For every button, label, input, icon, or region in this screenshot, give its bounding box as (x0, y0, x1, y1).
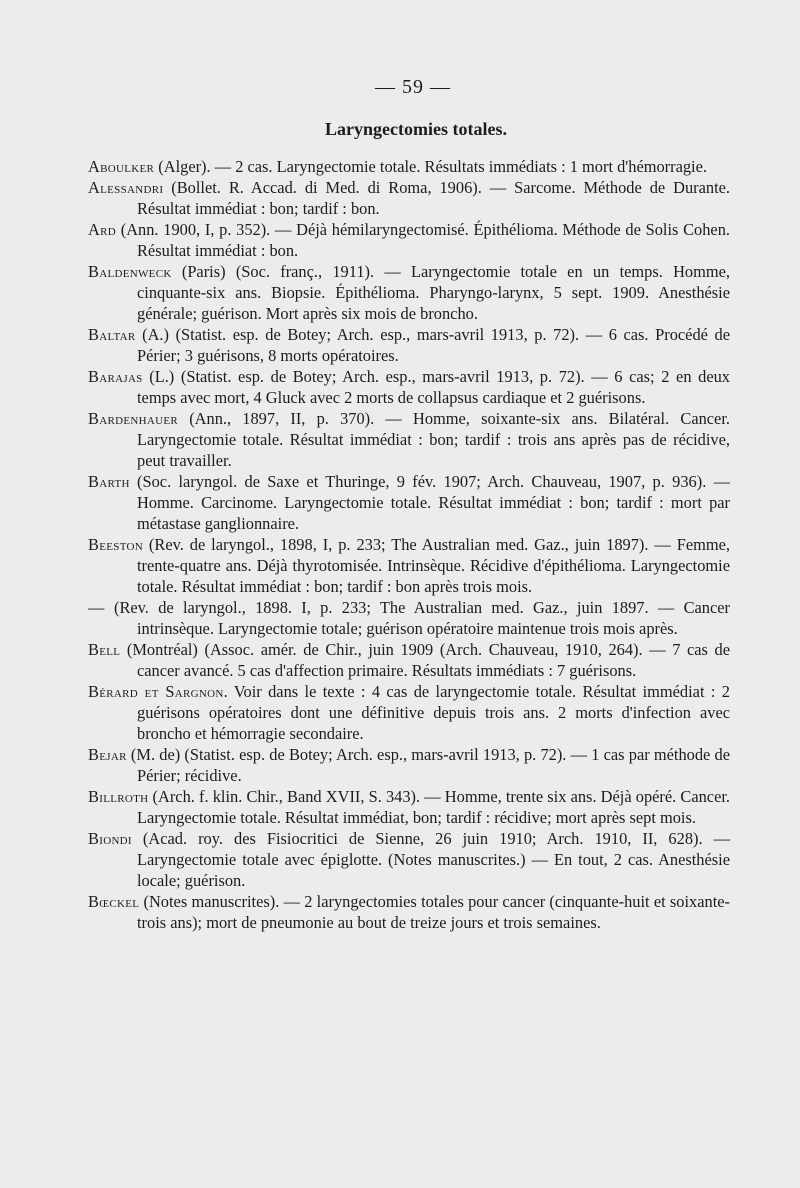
bibliography-entry (88, 408, 730, 471)
entry-text: (A.) (Statist. esp. de Botey; Arch. esp., mars-avril 1913, p. 72). — 6 cas. Procédé de Périer; 3 guérisons, 8 morts opératoires. (135, 325, 730, 365)
entry-author: Alessandri (88, 178, 164, 197)
bibliography-entry (88, 261, 730, 324)
entry-text: (Bollet. R. Accad. di Med. di Roma, 1906). — Sarcome. Méthode de Durante. Résultat immédiat : bon; tardif : bon. (137, 178, 730, 218)
bibliography-entry (88, 324, 730, 366)
entry-author: Ard (88, 220, 117, 239)
bibliography-entry (88, 786, 730, 828)
bibliography-entry (88, 366, 730, 408)
entry-author: Billroth (88, 787, 149, 806)
entry-author: — (88, 598, 105, 617)
entry-author: Aboulker (88, 157, 155, 176)
bibliography-entry (88, 156, 730, 177)
section-title: Laryngectomies totales. (325, 119, 507, 139)
bibliography-list (88, 156, 730, 933)
entry-text: (Ann., 1897, II, p. 370). — Homme, soixante-six ans. Bilatéral. Cancer. Laryngectomie totale. Résultat immédiat : bon; tardif : trois ans après pas de récidive, peut travailler. (137, 409, 730, 470)
entry-text: (L.) (Statist. esp. de Botey; Arch. esp., mars-avril 1913, p. 72). — 6 cas; 2 en deux temps avec mort, 4 Gluck avec 2 morts de collapsus cardiaque et 2 guérisons. (137, 367, 730, 407)
entry-text: . Voir dans le texte : 4 cas de laryngectomie totale. Résultat immédiat : 2 guérisons opératoires dont une définitive depuis trois ans. 2 morts d'infection avec broncho et hémorragie secondaire. (137, 682, 730, 743)
entry-text: (Rev. de laryngol., 1898, I, p. 233; The Australian med. Gaz., juin 1897). — Femme, trente-quatre ans. Déjà thyrotomisée. Intrinsèque. Récidive d'épithélioma. Laryngectomie totale. Résultat immédiat : bon; tardif : bon après trois mois. (137, 535, 730, 596)
entry-text: (Acad. roy. des Fisiocritici de Sienne, 26 juin 1910; Arch. 1910, II, 628). — Laryngectomie totale avec épiglotte. (Notes manuscrites.) — En tout, 2 cas. Anesthésie locale; guérison. (131, 829, 730, 890)
entry-text: (Arch. f. klin. Chir., Band XVII, S. 343). — Homme, trente six ans. Déjà opéré. Cancer. Laryngectomie totale. Résultat immédiat, bon; tardif : récidive; mort après sept mois. (137, 787, 730, 827)
entry-text: (Rev. de laryngol., 1898. I, p. 233; The Australian med. Gaz., juin 1897. — Cancer intrinsèque. Laryngectomie totale; guérison opératoire maintenue trois mois après. (104, 598, 730, 638)
bibliography-entry (88, 681, 730, 744)
entry-author: Barth (88, 472, 130, 491)
entry-text: (M. de) (Statist. esp. de Botey; Arch. esp., mars-avril 1913, p. 72). — 1 cas par méthode de Périer; récidive. (126, 745, 730, 785)
entry-author: Barajas (88, 367, 143, 386)
entry-author: Bérard et Sargnon (88, 682, 224, 701)
bibliography-entry (88, 891, 730, 933)
entry-author: Biondi (88, 829, 132, 848)
entry-text: (Notes manuscrites). — 2 laryngectomies totales pour cancer (cinquante-huit et soixante-trois ans); mort de pneumonie au bout de treize jours et trois semaines. (137, 892, 730, 932)
bibliography-entry (88, 744, 730, 786)
bibliography-entry (88, 639, 730, 681)
entry-author: Bell (88, 640, 121, 659)
entry-text: (Alger). — 2 cas. Laryngectomie totale. Résultats immédiats : 1 mort d'hémorragie. (154, 157, 707, 176)
bibliography-entry (88, 177, 730, 219)
page-number: — 59 — (375, 76, 451, 98)
entry-author: Baldenweck (88, 262, 172, 281)
bibliography-entry (88, 219, 730, 261)
entry-author: Bejar (88, 745, 127, 764)
entry-author: Bœckel (88, 892, 140, 911)
bibliography-entry (88, 597, 730, 639)
entry-text: (Soc. laryngol. de Saxe et Thuringe, 9 fév. 1907; Arch. Chauveau, 1907, p. 936). — Homme. Carcinome. Laryngectomie totale. Résultat immédiat : bon; tardif : mort par métastase ganglionnaire. (129, 472, 730, 533)
entry-text: (Ann. 1900, I, p. 352). — Déjà hémilaryngectomisé. Épithélioma. Méthode de Solis Cohen. Résultat immédiat : bon. (116, 220, 730, 260)
bibliography-entry (88, 534, 730, 597)
bibliography-entry (88, 828, 730, 891)
entry-text: (Paris) (Soc. franç., 1911). — Laryngectomie totale en un temps. Homme, cinquante-six ans. Biopsie. Épithélioma. Pharyngo-larynx, 5 sept. 1909. Anesthésie générale; guérison. Mort après six mois de broncho. (137, 262, 730, 323)
entry-text: (Montréal) (Assoc. amér. de Chir., juin 1909 (Arch. Chauveau, 1910, 264). — 7 cas de cancer avancé. 5 cas d'affection primaire. Résultats immédiats : 7 guérisons. (120, 640, 730, 680)
entry-author: Beeston (88, 535, 143, 554)
entry-author: Baltar (88, 325, 136, 344)
entry-author: Bardenhauer (88, 409, 179, 428)
bibliography-entry (88, 471, 730, 534)
